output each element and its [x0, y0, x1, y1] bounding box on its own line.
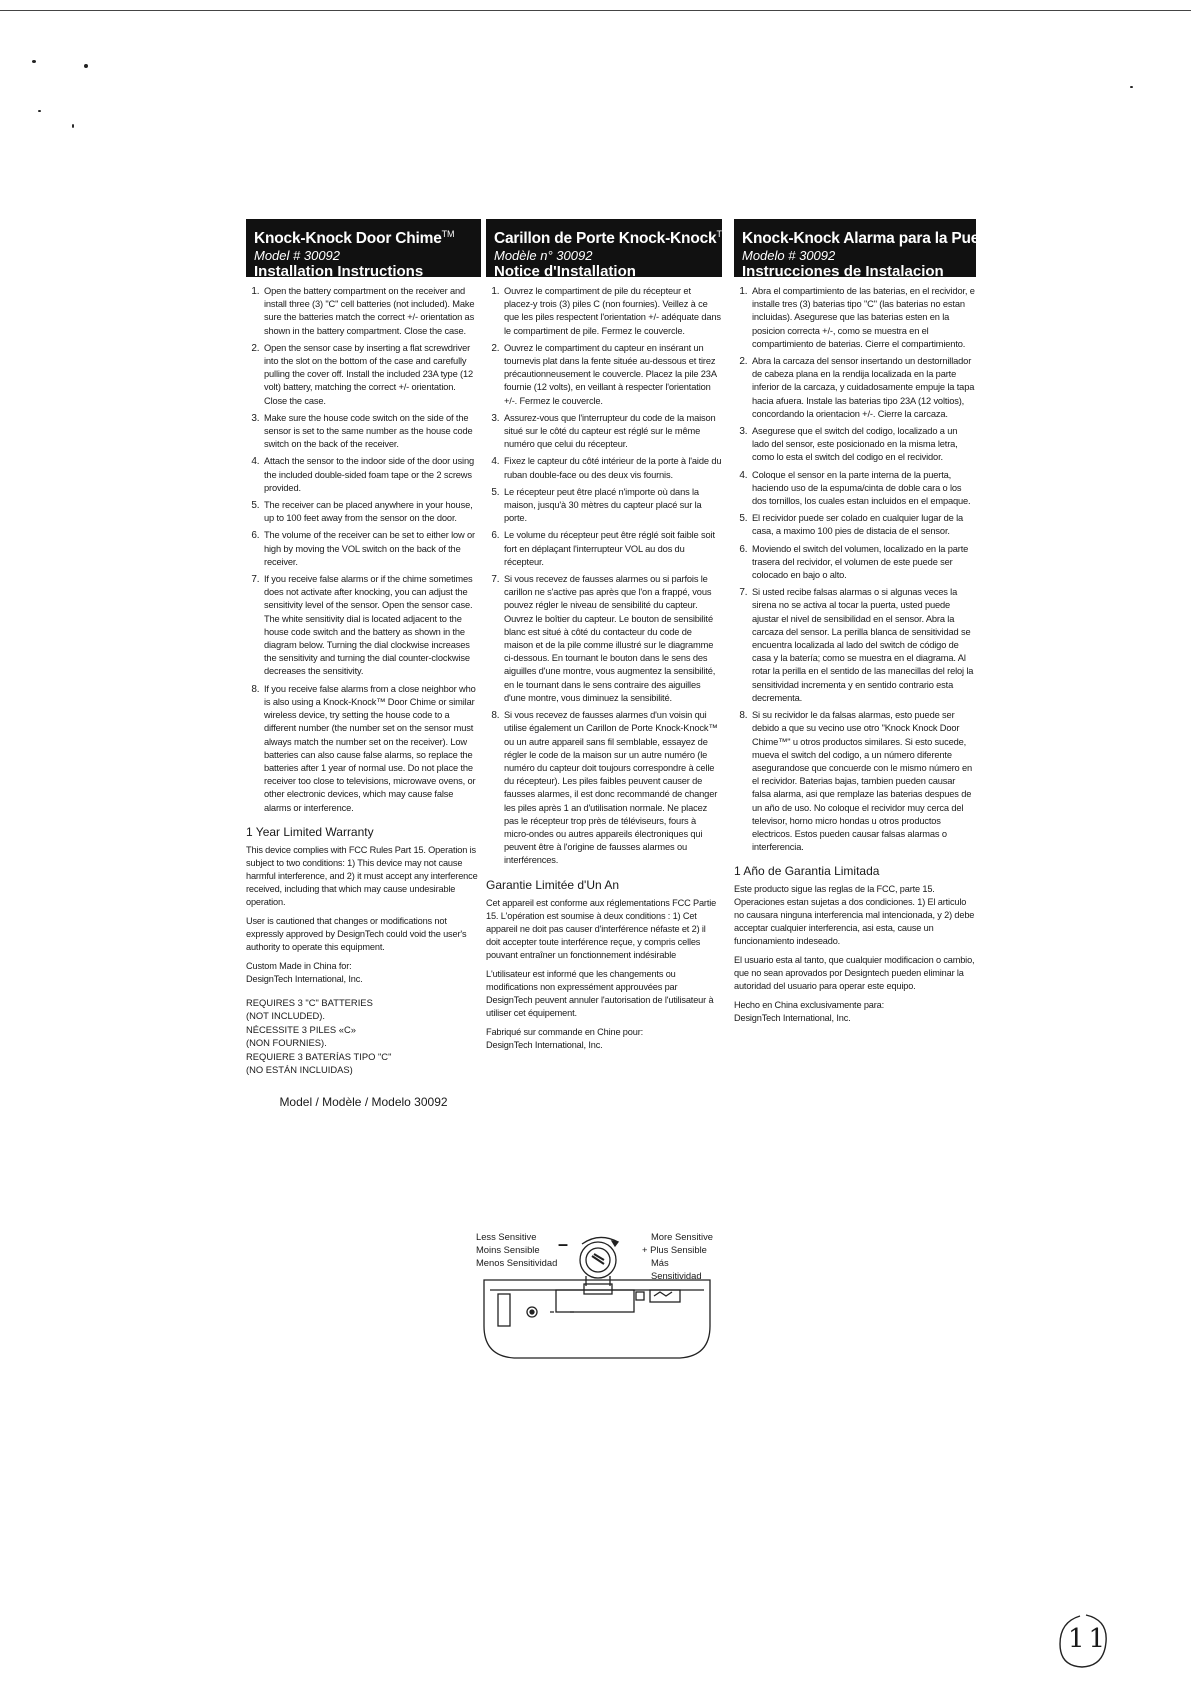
french-header — [486, 219, 730, 281]
french-model: Modèle n° 30092 — [494, 248, 593, 264]
english-warranty-title: 1 Year Limited Warranty — [246, 824, 374, 839]
battery-requirement-es: REQUIERE 3 BATERÍAS TIPO "C" (NO ESTÁN INCLUIDAS) — [246, 1050, 392, 1076]
spanish-step: 3. Asegurese que el switch del codigo, localizado a un lado del sensor, este posicionado en la misma letra, como lo esta el switch del codigo en el recividor. — [750, 425, 976, 465]
english-step: 3. Make sure the house code switch on the side of the sensor is set to the same number as the house code switch on the back of the receiver. — [262, 412, 481, 452]
french-step: 1. Ouvrez le compartiment de pile du récepteur et placez-y trois (3) piles C (non fournies). Veillez à ce que les piles respectent l'orientation +/- adéquate dans le compartiment de pile. Fermez le couvercle. — [502, 285, 722, 338]
more-sensitive-es: Más Sensitividad — [651, 1257, 702, 1281]
french-step: 6. Le volume du récepteur peut être réglé soit faible soit fort en déplaçant l'interrupteur VOL au dos du récepteur. — [502, 529, 722, 569]
english-step: 2. Open the sensor case by inserting a flat screwdriver into the slot on the bottom of the case and carefully pulling the cover off. Install the included 23A type (12 volt) battery, matching the correct +/- orientation. Close the case. — [262, 342, 481, 408]
french-title: Carillon de Porte Knock-Knock™ — [494, 229, 730, 248]
english-header — [246, 219, 481, 281]
scan-speck — [72, 124, 74, 128]
english-title: Knock-Knock Door Chime™ — [254, 229, 455, 248]
spanish-step: 8. Si su recividor le da falsas alarmas, esto puede ser debido a que su vecino use otro "Knock Knock Door Chime™" u otros productos similares. Si esto sucede, mueva el switch del codigo, a un número diferente asegurandose que concuerde con le mismo número en el recividor. Baterias bajas, tambien pueden causar falsa alarma, asi que remplaze las baterias despues de un año de uso. No coloque el recividor muy cerca del televisor, horno micro hondas u otros productos electricos. Estos pueden causar falsas alarmas o interferencia. — [750, 709, 976, 854]
english-model: Model # 30092 — [254, 248, 341, 264]
english-subtitle: Installation Instructions — [254, 263, 424, 281]
more-sensitive-en: More Sensitive — [651, 1231, 714, 1242]
spanish-model: Modelo # 30092 — [742, 248, 836, 264]
spanish-made-in: Hecho en China exclusivamente para: DesignTech International, Inc. — [734, 1000, 885, 1024]
english-step: 4. Attach the sensor to the indoor side of the door using the included double-sided foam tape or the 2 screws provided. — [262, 455, 481, 495]
sensitivity-diagram — [474, 1228, 720, 1364]
scan-speck — [32, 60, 36, 63]
french-warranty-text: Cet appareil est conforme aux réglementations FCC Partie 15. L'opération est soumise à deux conditions : 1) Cet appareil ne doit pas causer d'interférence néfaste et 2) il doit accepter toute interférence reçue, y compris celles pouvant entraîner un fonctionnement indésirable — [486, 897, 717, 960]
spanish-subtitle: Instrucciones de Instalacion — [742, 263, 944, 281]
spanish-step: 1. Abra el compartimiento de las baterias, en el recividor, e installe tres (3) baterias tipo "C" (las baterias no estan incluidas). Asegurese que las baterias esten en la posicion correcta +/-, como se muestra en el compartimiento de baterias. Cierre el compartimiento. — [750, 285, 976, 351]
page-number-text: 11 — [1068, 1624, 1110, 1654]
english-steps — [246, 285, 481, 815]
scan-speck — [38, 110, 41, 112]
english-step: 6. The volume of the receiver can be set to either low or high by moving the VOL switch on the back of the receiver. — [262, 529, 481, 569]
less-sensitive-en: Less Sensitive — [476, 1231, 537, 1242]
english-step: 7. If you receive false alarms or if the chime sometimes does not activate after knocking, you can adjust the sensitivity level of the sensor. Open the sensor case. The white sensitivity dial is located adjacent to the house code switch and the battery as shown in the diagram below. Turning the dial clockwise increases the sensitivity and turning the dial counter-clockwise decreases the sensitivity. — [262, 573, 481, 679]
french-made-in: Fabriqué sur commande en Chine pour: DesignTech International, Inc. — [486, 1026, 644, 1050]
english-column — [246, 219, 481, 1109]
battery-requirement-fr: NÉCESSITE 3 PILES «C» (NON FOURNIES). — [246, 1023, 356, 1049]
model-line: Model / Modèle / Modelo 30092 — [279, 1094, 448, 1109]
spanish-header — [734, 219, 1012, 281]
spanish-step: 6. Moviendo el switch del volumen, localizado en la parte trasera del recividor, el volumen de este puede ser colocado en bajo o alto. — [750, 543, 976, 583]
battery-requirement-en: REQUIRES 3 "C" BATTERIES (NOT INCLUDED). — [246, 996, 373, 1022]
page-number — [1056, 1612, 1110, 1670]
english-caution-text: User is cautioned that changes or modifications not expressly approved by DesignTech could void the user's authority to operate this equipment. — [246, 915, 467, 952]
english-step: 1. Open the battery compartment on the receiver and install three (3) "C" cell batteries (not included). Make sure the batteries match the correct +/- orientation as shown in the battery compartment. Close the case. — [262, 285, 481, 338]
spanish-step: 5. El recividor puede ser colado en cualquier lugar de la casa, a maximo 100 pies de distacia de el sensor. — [750, 512, 976, 538]
house-code-switch-icon — [498, 1294, 510, 1326]
less-sensitive-fr: Moins Sensible — [476, 1244, 540, 1255]
french-steps — [486, 285, 722, 868]
spanish-column — [734, 219, 1012, 1031]
spanish-warranty-title: 1 Año de Garantia Limitada — [734, 864, 880, 879]
spanish-warranty-text: Este producto sigue las reglas de la FCC, parte 15. Operaciones estan sujetas a dos condiciones. 1) El articulo no causara ninguna interferencia mal intencionada, y 2) debe acceptar cualquier interferencia, asi esta, cause un funcionamiento indeseado. — [734, 884, 975, 947]
spanish-step: 4. Coloque el sensor en la parte interna de la puerta, haciendo uso de la espuma/cinta de doble cara o los dos tornillos, los cuales estan incluidos en el empaque. — [750, 469, 976, 509]
english-warranty-text: This device complies with FCC Rules Part 15. Operation is subject to two conditions: 1) This device may not cause harmful interference, and 2) it must accept any interference received, including that which may cause undesirable operation. — [246, 844, 478, 907]
french-warranty-title: Garantie Limitée d'Un An — [486, 877, 620, 892]
minus-sign: – — [558, 1234, 569, 1254]
french-step: 2. Ouvrez le compartiment du capteur en insérant un tournevis plat dans la fente située au-dessous et tirez précautionneusement le couvercle. Placez la pile 23A fournie (12 volts), en veillant à respecter l'orientation +/-. Fermez le couvercle. — [502, 342, 722, 408]
french-caution-text: L'utilisateur est informé que les changements ou modifications non expressément approuvées par DesignTech peuvent annuler l'autorisation de l'utilisateur à utiliser cet équipement. — [486, 968, 714, 1018]
french-subtitle: Notice d'Installation — [494, 263, 636, 281]
spanish-steps — [734, 285, 976, 854]
battery-icon — [556, 1290, 634, 1312]
sensor-drawing — [474, 1228, 720, 1364]
french-column — [486, 219, 730, 1058]
french-step: 3. Assurez-vous que l'interrupteur du code de la maison situé sur le côté du capteur est réglé sur le même numéro que celui du récepteur. — [502, 412, 722, 452]
scan-speck — [1130, 86, 1133, 88]
english-step: 8. If you receive false alarms from a close neighbor who is also using a Knock-Knock™ Door Chime or similar wireless device, try setting the house code to a different number (the number set on the sensor must always match the number set on the receiver). Low batteries can also cause false alarms, so replace the batteries after 1 year of normal use. Do not place the receiver too close to televisions, microwave ovens, or other electronic devices, which may cause false alarms or interference. — [262, 683, 481, 815]
french-step: 8. Si vous recevez de fausses alarmes d'un voisin qui utilise également un Carillon de Porte Knock-Knock™ ou un autre appareil sans fil semblable, essayez de régler le code de la maison sur un autre numéro (le numéro du capteur doit toujours correspondre à celle du récepteur). Les piles faibles peuvent causer de fausses alarmes, il est donc recommandé de changer les piles après 1 an d'utilisation normale. Ne placez pas le récepteur trop près de téléviseurs, fours à micro-ondes ou autres appareils électroniques qui peuvent être à l'origine de fausses alarmes ou interférences. — [502, 709, 722, 867]
scan-speck — [84, 64, 88, 68]
spanish-caution-text: El usuario esta al tanto, que cualquier modificacion o cambio, que no sean aprovados por Designtech pueden eliminar la autoridad del usuario para operar este equipo. — [734, 955, 975, 992]
english-step: 5. The receiver can be placed anywhere in your house, up to 100 feet away from the sensor on the door. — [262, 499, 481, 525]
spanish-step: 2. Abra la carcaza del sensor insertando un destornillador de cabeza plana en la rendija localizada en la parte inferior de la carcaza, y cuidadosamente empuje la tapa hacia afuera. Instale las baterias tipo 23A (12 voltios), concordando la orientacion +/-. Cierre la carcaza. — [750, 355, 976, 421]
less-sensitive-es: Menos Sensitividad — [476, 1257, 558, 1268]
french-step: 5. Le récepteur peut être placé n'importe où dans la maison, jusqu'à 30 mètres du capteur placé sur la porte. — [502, 486, 722, 526]
spanish-title: Knock-Knock Alarma para la Puerta™ — [742, 229, 1012, 248]
french-step: 7. Si vous recevez de fausses alarmes ou si parfois le carillon ne s'active pas après que l'on a frappé, vous pouvez régler le niveau de sensibilité du capteur. Ouvrez le boîtier du capteur. Le bouton de sensibilité blanc est situé à côté du contacteur du code de maison et de la pile comme illustré sur le diagramme ci-dessous. En tournant le bouton dans le sens des aiguilles d'une montre, vous augmentez la sensibilité, en le tournant dans le sens contraire des aiguilles d'une montre, vous diminuez la sensibilité. — [502, 573, 722, 705]
top-rule — [0, 10, 1191, 11]
sensor-case-outline — [484, 1280, 710, 1358]
spanish-step: 7. Si usted recibe falsas alarmas o si algunas veces la sirena no se activa al tocar la puerta, usted puede ajustar el nivel de sensibilidad en el sensor. Abra la carcaza del sensor. La perilla blanca de sensitividad se encuentra localizada al lado del switch de código de casa y la batería; como se muestra en el diagrama. Al rotar la perilla en el sentido de las manecillas del reloj la sensitividad incrementa y en sentido contrario esta decrementa. — [750, 586, 976, 705]
more-sensitive-fr: + Plus Sensible — [642, 1244, 707, 1255]
english-made-in: Custom Made in China for: DesignTech International, Inc. — [246, 960, 363, 984]
french-step: 4. Fixez le capteur du côté intérieur de la porte à l'aide du ruban double-face ou des deux vis fournis. — [502, 455, 722, 481]
